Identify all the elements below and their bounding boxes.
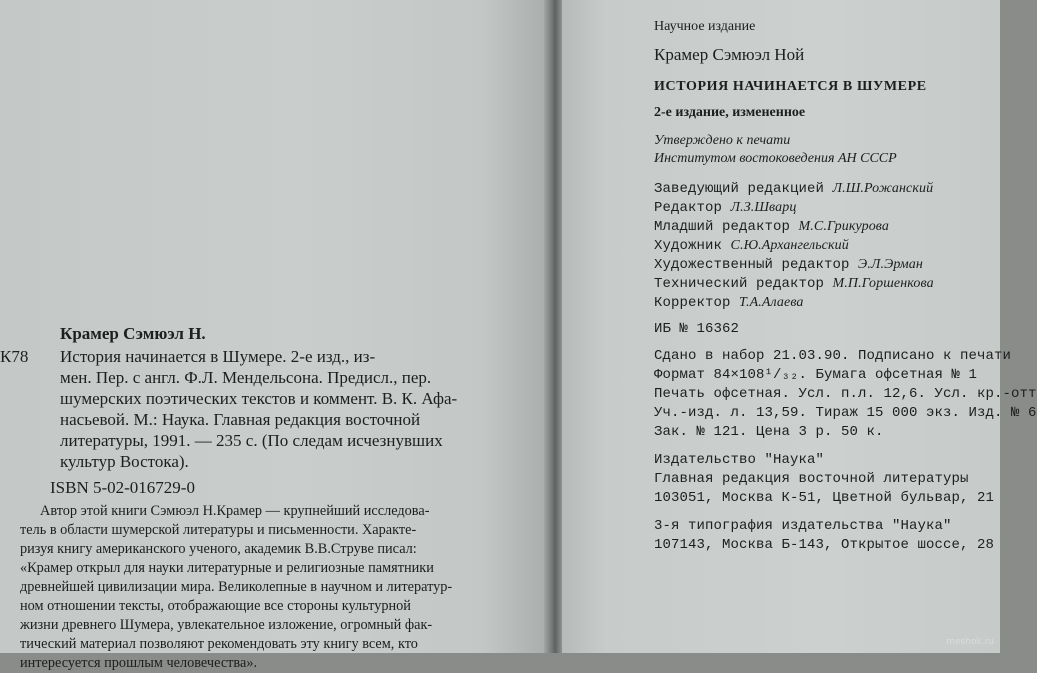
watermark: meshok.ru	[946, 637, 994, 647]
card-line-1	[60, 346, 522, 367]
card-line-3: шумерских поэтических текстов и коммент. В. К. Афа-	[60, 389, 458, 408]
staff-row	[654, 237, 849, 256]
printer-line-1: 3-я типография издательства "Наука"	[654, 518, 952, 534]
annotation-line-8: тический материал позволяют рекомендовать эту книгу всем, кто	[20, 636, 418, 652]
card-call-number: К78	[0, 347, 29, 366]
publisher-line-2: Главная редакция восточной литературы	[654, 471, 969, 487]
card-line-2: мен. Пер. с англ. Ф.Л. Мендельсона. Предисл., пер.	[60, 368, 432, 387]
print-line-4: Уч.-изд. л. 13,59. Тираж 15 000 экз. Изд. № 6	[654, 405, 1037, 421]
staff-role: Младший редактор	[654, 219, 791, 235]
annotation-line-7: жизни древнего Шумера, увлекательное изложение, огромный фак-	[20, 617, 433, 633]
staff-row	[654, 294, 804, 313]
card-line-5: литературы, 1991. — 235 с. (По следам исчезнувших	[60, 431, 443, 450]
card-isbn: ISBN 5-02-016729-0	[50, 478, 195, 497]
annotation-line-4: «Крамер открыл для науки литературные и религиозные памятники	[20, 560, 434, 576]
staff-row	[654, 256, 923, 275]
book-edition: 2-е издание, измененное	[654, 105, 806, 120]
annotation-line-1: Автор этой книги Сэмюэл Н.Крамер — крупнейший исследова-	[40, 503, 430, 519]
staff-name: М.П.Горшенкова	[832, 276, 934, 291]
staff-row	[654, 180, 933, 199]
book-author: Крамер Сэмюэл Ной	[654, 45, 805, 64]
staff-role: Редактор	[654, 200, 723, 216]
approved-line-1: Утверждено к печати	[654, 133, 791, 148]
publisher-line-1: Издательство "Наука"	[654, 452, 825, 468]
book-title: ИСТОРИЯ НАЧИНАЕТСЯ В ШУМЕРЕ	[654, 79, 927, 94]
edition-type: Научное издание	[654, 19, 756, 34]
staff-row	[654, 275, 934, 294]
staff-role: Заведующий редакцией	[654, 181, 825, 197]
staff-name: С.Ю.Архангельский	[730, 238, 849, 253]
annotation-line-9: интересуется прошлым человечества».	[20, 655, 258, 671]
staff-name: Л.Ш.Рожанский	[832, 181, 934, 196]
staff-row	[654, 218, 889, 237]
staff-row	[654, 199, 796, 218]
print-line-2: Формат 84×108¹/₃₂. Бумага офсетная № 1	[654, 367, 978, 383]
annotation-line-6: ном отношении тексты, отображающие все стороны культурной	[20, 598, 411, 614]
approved-line-2: Институтом востоковедения АН СССР	[654, 151, 897, 166]
book-gutter	[544, 0, 564, 653]
staff-role: Технический редактор	[654, 276, 825, 292]
print-line-3: Печать офсетная. Усл. п.л. 12,6. Усл. кр.-отт	[654, 386, 1037, 402]
staff-role: Художник	[654, 238, 723, 254]
staff-name: М.С.Грикурова	[798, 219, 889, 234]
card-line-4: насьевой. М.: Наука. Главная редакция восточной	[60, 410, 421, 429]
card-line-6: культур Востока).	[60, 452, 189, 471]
annotation-line-3: ризуя книгу американского ученого, академик В.В.Струве писал:	[20, 541, 417, 557]
card-line-text: История начинается в Шумере. 2-е изд., из-	[60, 347, 376, 366]
card-author-heading: Крамер Сэмюэл Н.	[60, 324, 206, 343]
staff-role: Корректор	[654, 295, 731, 311]
staff-name: Т.А.Алаева	[739, 295, 804, 310]
annotation-line-5: древнейшей цивилизации мира. Великолепные в научном и литератур-	[20, 579, 453, 595]
annotation-line-2: тель в области шумерской литературы и письменности. Характе-	[20, 522, 417, 538]
right-page	[562, 0, 1037, 653]
staff-role: Художественный редактор	[654, 257, 850, 273]
print-line-1: Сдано в набор 21.03.90. Подписано к печати	[654, 348, 1012, 364]
printer-line-2: 107143, Москва Б-143, Открытое шоссе, 28	[654, 537, 995, 553]
publisher-line-3: 103051, Москва К-51, Цветной бульвар, 21	[654, 490, 995, 506]
staff-name: Л.З.Шварц	[730, 200, 797, 215]
print-line-5: Зак. № 121. Цена 3 р. 50 к.	[654, 424, 884, 440]
ib-number: ИБ № 16362	[654, 321, 740, 337]
staff-name: Э.Л.Эрман	[858, 257, 923, 272]
